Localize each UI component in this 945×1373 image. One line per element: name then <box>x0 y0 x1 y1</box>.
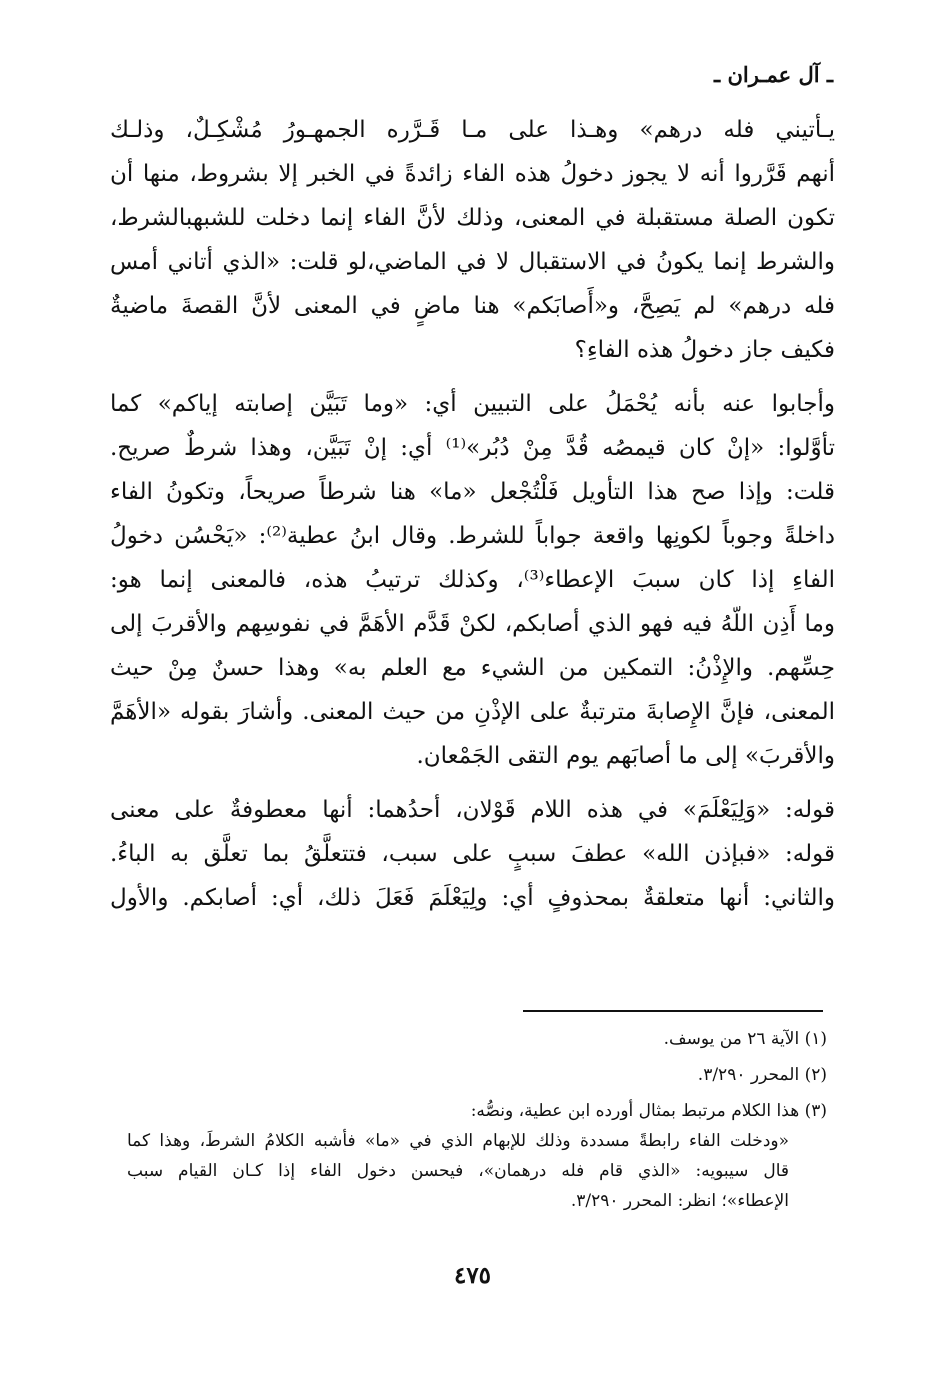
text-line: الفاءِ إذا كان سببَ الإعطاء⁽³⁾، وكذلك ترتيبُ هذه، فالمعنى إنما هو: <box>110 567 835 593</box>
text-line: داخلةً وجوباً لكونِها واقعة جواباً للشرط. وقال ابنُ عطية⁽²⁾: «يَحْسُن دخولُ <box>110 523 835 549</box>
footnote-number: (٢) <box>804 1065 827 1085</box>
text-line: والأقربَ» إلى ما أصابَهم يوم التقى الجَمْعان. <box>416 743 835 769</box>
footnote-separator <box>523 1010 823 1012</box>
text-line: حِسِّهم. والإِذْنُ: التمكين من الشيء مع العلم به» وهذا حسنٌ مِنْ حيث <box>110 655 835 681</box>
paragraph-gap <box>110 778 835 788</box>
text-line: المعنى، فإنَّ الإِصابةَ مترتبةٌ على الإذْنِ من حيث المعنى. وأشارَ بقوله «الأهَمَّ <box>110 699 835 725</box>
text-line: قوله: «وَلِيَعْلَمَ» في هذه اللام قَوْلان، أحدُهما: أنها معطوفةٌ على معنى <box>110 797 835 823</box>
footnote-number: (٣) <box>804 1101 827 1121</box>
paragraph <box>110 788 835 920</box>
footnote-text-line: قال سيبويه: «الذي قام فله درهمان»، فيحسن دخول الفاء إذا كـان القيام سبب <box>127 1161 789 1181</box>
paragraph <box>110 108 835 372</box>
text-line: تكون الصلة مستقبلة في المعنى، وذلك لأنَّ الفاء إنما دخلت للشبهبالشرط، <box>110 205 835 231</box>
text-line: فله درهم» لم يَصِحَّ، و«أَصابَكم» هنا ماضٍ في المعنى لأنَّ القصةَ ماضيةٌ <box>110 293 835 319</box>
footnote-2 <box>127 1060 827 1090</box>
text-line: قلت: وإذا صح هذا التأويل فَلْتُجْعل «ما» هنا شرطاً صريحاً، وتكونُ الفاء <box>110 479 835 505</box>
page-number: ٤٧٥ <box>453 1262 492 1289</box>
footnote-number: (١) <box>804 1029 827 1049</box>
footnote-3 <box>127 1096 827 1126</box>
footnote-text: هذا الكلام مرتبط بمثال أورده ابن عطية، ونصُّه: <box>470 1101 800 1121</box>
footnote-text-line: «ودخلت الفاء رابطةً مسددة وذلك للإبهام الذي في «ما» فأشبه الكلامُ الشرطَ، وهذا كما <box>127 1131 789 1151</box>
text-line: فكيف جاز دخولُ هذه الفاءِ؟ <box>574 337 835 363</box>
text-line: يـأتيني فله درهم» وهـذا على مـا قَـرَّره الجمهـورُ مُشْكِـلٌ، وذلـك <box>110 117 835 143</box>
footnote-text-line: الإعطاء»؛ انظر: المحرر ٣/٢٩٠. <box>570 1191 789 1211</box>
paragraph-gap <box>110 372 835 382</box>
text-line: تأوَّلوا: «إنْ كان قيمصُه قُدَّ مِنْ دُبُر»⁽¹⁾ أي: إنْ تَبَيَّن، وهذا شرطٌ صريح. <box>110 435 835 461</box>
text-line: والشرط إنما يكونُ في الاستقبال لا في الماضي،لو قلت: «الذي أتاني أمس <box>110 249 835 275</box>
footnote-text: الآية ٢٦ من يوسف. <box>663 1029 800 1049</box>
footnote-text: المحرر ٣/٢٩٠. <box>697 1065 800 1085</box>
paragraph <box>110 382 835 778</box>
running-header: ـ آل عمـران ـ <box>714 62 833 87</box>
text-line: وما أَذِن اللّهُ فيه فهو الذي أصابكم، لكنْ قَدَّم الأهَمَّ في نفوسِهم والأقربَ إلى <box>110 611 835 637</box>
main-text <box>110 108 835 920</box>
text-line: أنهم قَرَّروا أنه لا يجوز دخولُ هذه الفاء زائدةً في الخبر إلا بشروط، منها أن <box>110 161 835 187</box>
footnote-1 <box>127 1024 827 1054</box>
text-line: والثاني: أنها متعلقةٌ بمحذوفٍ أي: ولِيَعْلَمَ فَعَلَ ذلك، أي: أصابكم. والأول <box>110 885 835 911</box>
footnotes <box>127 1024 827 1216</box>
text-line: وأجابوا عنه بأنه يُحْمَلُ على التبيين أي: «وما تَبَيَّن إصابته إياكم» كما <box>110 391 835 417</box>
text-line: قوله: «فبإذن الله» عطفَ سببٍ على سبب، فتتعلَّقُ بما تعلَّق به الباءُ. <box>110 841 835 867</box>
